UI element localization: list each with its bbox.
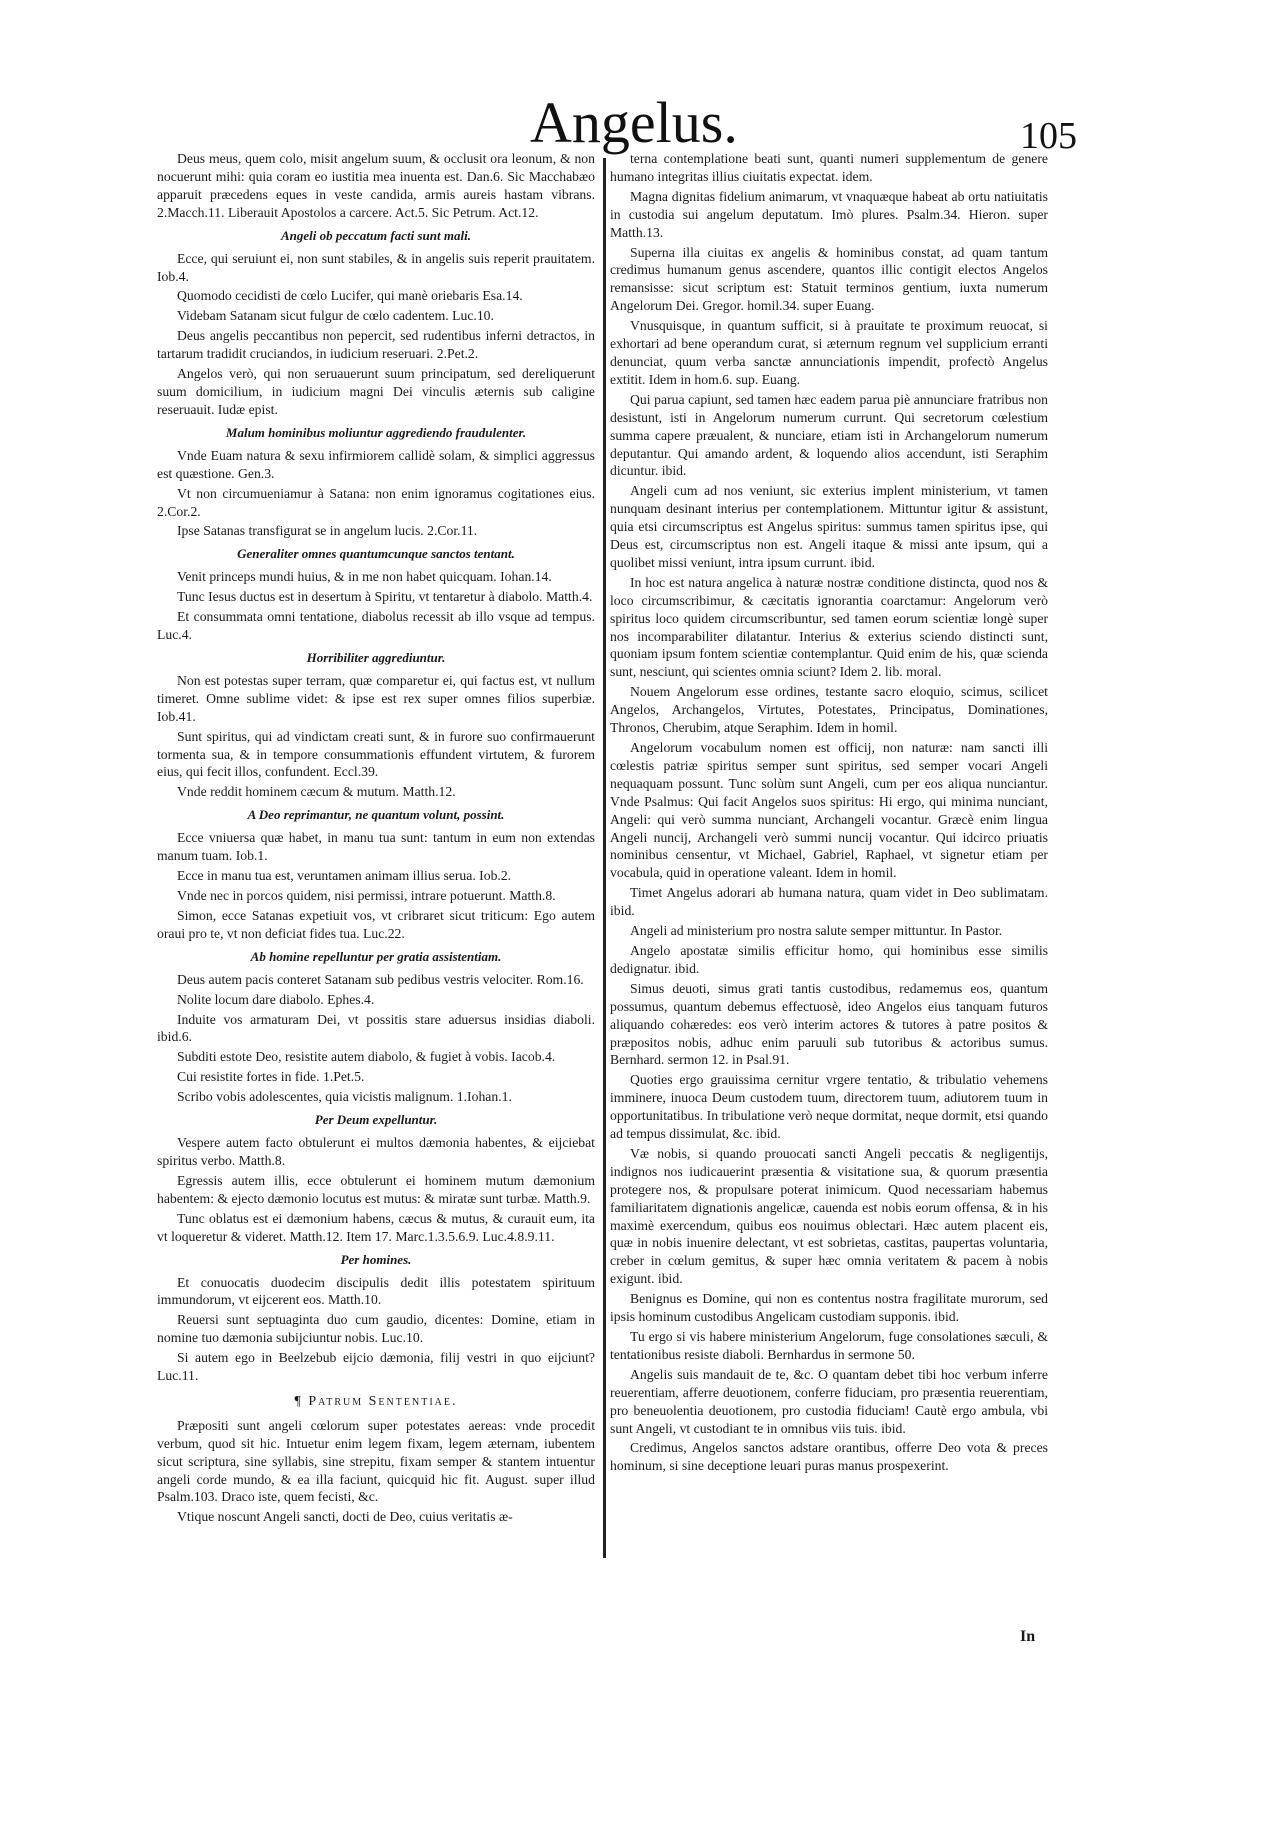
paragraph: Simus deuoti, simus grati tantis custodibus, redamemus eos, quantum possumus, quantum debemus effectuosè, ideo Angelos eius tanquam futuros aliquando cohæredes: eos verò interim actores & tutores à patre positos & præpositos nobis, adhuc enim paruuli sub tutoribus & actoribus sumus. Bernhard. sermon 12. in Psal.91. — [610, 980, 1048, 1068]
paragraph: Vtique noscunt Angeli sancti, docti de Deo, cuius veritatis æ- — [177, 1509, 513, 1525]
paragraph: Tu ergo si vis habere ministerium Angelorum, fuge consolationes sæculi, & tentationibus resiste diaboli. Bernhardus in sermone 50. — [610, 1329, 1048, 1362]
section-heading: Ab homine repelluntur per gratia assistentiam. — [250, 948, 502, 964]
paragraph: Superna illa ciuitas ex angelis & hominibus constat, ad quam tantum credimus humanum genus ascendere, quantos illic contigit electos Angelos remansisse: sicut scriptum est: Statuit terminos gentium, iuxta numerum Angelorum Dei. Gregor. homil.34. super Euang. — [610, 244, 1048, 314]
catchword: In — [1020, 1628, 1036, 1645]
paragraph: Vespere autem facto obtulerunt ei multos dæmonia habentes, & eijciebat spiritus verbo. Matth.8. — [157, 1135, 595, 1168]
section-heading: Generaliter omnes quantumcunque sanctos tentant. — [237, 546, 515, 562]
paragraph: Induite vos armaturam Dei, vt possitis stare aduersus insidias diaboli. ibid.6. — [157, 1011, 595, 1045]
paragraph: Timet Angelus adorari ab humana natura, quam videt in Deo sublimatam. ibid. — [610, 885, 1048, 919]
paragraph: Tunc oblatus est ei dæmonium habens, cæcus & mutus, & curauit eum, ita vt loqueretur & videret. Matth.12. Item 17. Marc.1.3.5.6.9. Luc.4.8.9.11. — [157, 1210, 595, 1244]
paragraph: Qui parua capiunt, sed tamen hæc eadem parua piè annunciare fratribus non desistunt, isti in Angelorum numerum currunt. Qui secretorum cœlestium summa capere præualent, & nunciare, etiam isti in Archangelorum numerum deputantur. Qui amando ardent, & loquendo alios accendunt, isti Seraphim dicuntur. ibid. — [610, 391, 1048, 479]
paragraph: Si autem ego in Beelzebub eijcio dæmonia, filij vestri in quo eijciunt? Luc.11. — [157, 1350, 595, 1384]
paragraph: Væ nobis, si quando prouocati sancti Angeli peccatis & negligentijs, indignos nos iudicauerint præsentia & visitatione sua, & quorum præsentia protegere nos, & propulsare poterat inimicum. Quod necessariam habemus familiaritatem dignationis angelicæ, cauenda est nobis eorum offensa, & in his maximè exercendum, quibus eos nouimus oblectari. Hæc autem placent eis, quæ in nobis inuenire delectant, vt est sobrietas, castitas, paupertas voluntaria, creber in cœlum gemitus, & super hæc omnia veritatem & pacem à nobis exigunt. ibid. — [610, 1145, 1048, 1287]
paragraph: Ipse Satanas transfigurat se in angelum lucis. 2.Cor.11. — [177, 523, 478, 539]
paragraph: Ecce, qui seruiunt ei, non sunt stabiles, & in angelis suis reperit prauitatem. Iob.4. — [157, 250, 595, 284]
section-title: ¶ Patrum Sententiae. — [294, 1393, 458, 1409]
paragraph: Ecce in manu tua est, veruntamen animam illius serua. Iob.2. — [177, 868, 512, 884]
paragraph: Non est potestas super terram, quæ comparetur ei, qui factus est, vt nullum timeret. Omne sublime videt: & ipse est rex super omnes filios superbiæ. Iob.41. — [157, 672, 595, 724]
column-divider — [603, 158, 606, 1558]
left-column — [157, 150, 595, 1528]
section-heading: Malum hominibus moliuntur aggrediendo fraudulenter. — [225, 424, 527, 440]
paragraph: Cui resistite fortes in fide. 1.Pet.5. — [177, 1069, 365, 1085]
section-heading: Angeli ob peccatum facti sunt mali. — [281, 227, 471, 243]
paragraph: terna contemplatione beati sunt, quanti numeri supplementum de genere humano integritas illius ciuitatis expectat. idem. — [610, 151, 1048, 184]
paragraph: Vnde reddit hominem cæcum & mutum. Matth.12. — [177, 784, 456, 800]
paragraph: Angeli cum ad nos veniunt, sic exterius implent ministerium, vt tamen nunquam desinant interius per contemplationem. Mittuntur igitur & assistunt, quia etsi circumscriptus est Angelus spiritus: summus tamen spiritus ipse, qui Deus est, circumscriptus non est. Angeli itaque & missi ante ipsum, qui a quolibet missi veniunt, intra ipsum currunt. ibid. — [610, 483, 1048, 570]
paragraph: Tunc Iesus ductus est in desertum à Spiritu, vt tentaretur à diabolo. Matth.4. — [177, 589, 593, 605]
section-heading: Per Deum expelluntur. — [314, 1112, 438, 1128]
paragraph: Nolite locum dare diabolo. Ephes.4. — [177, 991, 375, 1007]
paragraph: Quoties ergo grauissima cernitur vrgere tentatio, & tribulatio vehemens imminere, inuoca Deum custodem tuum, directorem tuum, adiutorem tuum in opportunitatibus. In tribulatione verò neque dormitat, neque dormit, etsi quando ad tempus dissimulat, &c. ibid. — [610, 1072, 1048, 1142]
paragraph: Angelos verò, qui non seruauerunt suum principatum, sed dereliquerunt suum domicilium, in iudicium magni Dei vinculis æternis sub caligine reseruauit. Iudæ epist. — [157, 366, 595, 417]
section-heading: Horribiliter aggrediuntur. — [306, 649, 446, 665]
paragraph: Simon, ecce Satanas expetiuit vos, vt cribraret sicut triticum: Ego autem oraui pro te, vt non deficiat fides tua. Luc.22. — [157, 907, 595, 941]
paragraph: Nouem Angelorum esse ordines, testante sacro eloquio, scimus, scilicet Angelos, Archangelos, Virtutes, Potestates, Principatus, Dominationes, Thronos, Cherubim, atque Seraphim. Idem in homil. — [610, 684, 1048, 736]
paragraph: Angelis suis mandauit de te, &c. O quantam debet tibi hoc verbum inferre reuerentiam, afferre deuotionem, conferre fiduciam, pro præsentia reuerentiam, pro beneuolentia deuotionem, pro custodia fiduciam! Cautè ergo ambula, vbi sunt Angeli, vt custodiant te in omnibus viis tuis. ibid. — [610, 1366, 1048, 1436]
paragraph: Ecce vniuersa quæ habet, in manu tua sunt: tantum in eum non extendas manum tuam. Iob.1. — [157, 830, 595, 864]
right-column — [610, 150, 1048, 1477]
paragraph: Deus angelis peccantibus non pepercit, sed rudentibus inferni detractos, in tartarum tradidit cruciandos, in iudicium reseruari. 2.Pet.2. — [157, 328, 595, 362]
paragraph: In hoc est natura angelica à naturæ nostræ conditione distincta, quod nos & loco circumscribimur, & cæcitatis ignorantia coarctamur: Angelorum verò spiritus loco quidem circumscribuntur, sed tamen eorum scientiæ longè super nos incomparabiliter dilatantur. Interius & exterius sciendo distincti sunt, quoniam ipsum fontem scientiæ contemplantur. Quid enim de his, quæ scienda sunt, nesciunt, qui scientes omnia sciunt? Idem 2. lib. moral. — [610, 574, 1048, 680]
paragraph: Angeli ad ministerium pro nostra salute semper mittuntur. In Pastor. — [630, 923, 1003, 939]
paragraph: Credimus, Angelos sanctos adstare orantibus, offerre Deo vota & preces hominum, si sine deceptione leuari puras manus prospexerint. — [610, 1440, 1048, 1474]
paragraph: Deus autem pacis conteret Satanam sub pedibus vestris velociter. Rom.16. — [177, 971, 584, 987]
section-heading: A Deo reprimantur, ne quantum volunt, possint. — [247, 807, 505, 823]
paragraph: Quomodo cecidisti de cœlo Lucifer, qui manè oriebaris Esa.14. — [177, 288, 523, 304]
section-heading: Per homines. — [340, 1251, 412, 1267]
paragraph: Angelorum vocabulum nomen est officij, non naturæ: nam sancti illi cœlestis patriæ spiritus semper sunt spiritus, sed semper vocari Angeli nequaquam possunt. Tunc solùm sunt Angeli, cum per eos aliqua nunciantur. Vnde Psalmus: Qui facit Angelos suos spiritus: Hi ergo, qui minima nunciant, Angeli: qui verò summa nunciant, Archangeli vocantur. Græcè enim lingua Angeli nuncij, Archangeli verò summi nuncij vocantur. Qui idcirco priuatis nominibus censentur, vt Michael, Gabriel, Raphael, vt signetur etiam per vocabula, quid in operatione valeant. Idem in homil. — [610, 740, 1048, 881]
paragraph: Egressis autem illis, ecce obtulerunt ei hominem mutum dæmonium habentem: & ejecto dæmonio locutus est mutus: & miratæ sunt turbæ. Matth.9. — [157, 1172, 595, 1206]
paragraph: Deus meus, quem colo, misit angelum suum, & occlusit ora leonum, & non nocuerunt mihi: quia coram eo iustitia mea inuenta est. Dan.6. Sic Macchabæo apparuit præcedens eques in veste candida, armis aureis hastam vibrans. 2.Macch.11. Liberauit Apostolos a carcere. Act.5. Sic Petrum. Act.12. — [157, 151, 595, 220]
paragraph: Et conuocatis duodecim discipulis dedit illis potestatem spirituum immundorum, vt eijcerent eos. Matth.10. — [157, 1274, 595, 1308]
paragraph: Vnde Euam natura & sexu infirmiorem callidè solam, & simplici aggressus est quæstione. Gen.3. — [157, 447, 595, 481]
paragraph: Præpositi sunt angeli cœlorum super potestates aereas: vnde procedit verbum, quod sit hic. Intuetur enim legem fixam, legem æternam, iubentem sicut scriptura, sine syllabis, sine strepitu, fixam semper & stantem intuentur angeli corde mundo, & ea illa faciunt, quicquid hic fit. August. super illud Psalm.103. Draco iste, quem fecisti, &c. — [157, 1417, 595, 1505]
paragraph: Vt non circumueniamur à Satana: non enim ignoramus cogitationes eius. 2.Cor.2. — [157, 485, 595, 519]
paragraph: Venit princeps mundi huius, & in me non habet quicquam. Iohan.14. — [177, 569, 552, 585]
paragraph: Videbam Satanam sicut fulgur de cœlo cadentem. Luc.10. — [177, 308, 494, 324]
page-number: 105 — [1020, 115, 1077, 157]
paragraph: Vnusquisque, in quantum sufficit, si à prauitate te proximum reuocat, si exhortari ad bene operandum curat, si æternum regnum vel supplicium erranti denunciat, quum verba sanctæ annunciationis impendit, profectò Angelus extitit. Idem in hom.6. sup. Euang. — [610, 318, 1048, 387]
paragraph: Reuersi sunt septuaginta duo cum gaudio, dicentes: Domine, etiam in nomine tuo dæmonia subijciuntur nobis. Luc.10. — [157, 1312, 595, 1346]
paragraph: Subditi estote Deo, resistite autem diabolo, & fugiet à vobis. Iacob.4. — [177, 1049, 556, 1065]
paragraph: Et consummata omni tentatione, diabolus recessit ab illo vsque ad tempus. Luc.4. — [157, 609, 595, 643]
paragraph: Vnde nec in porcos quidem, nisi permissi, intrare potuerunt. Matth.8. — [177, 888, 556, 903]
paragraph: Magna dignitas fidelium animarum, vt vnaquæque habeat ab ortu natiuitatis in custodia sui angelum deputatum. Imò plures. Psalm.34. Hieron. super Matth.13. — [610, 188, 1048, 240]
paragraph: Scribo vobis adolescentes, quia vicistis malignum. 1.Iohan.1. — [177, 1089, 512, 1105]
paragraph: Sunt spiritus, qui ad vindictam creati sunt, & in furore suo confirmauerunt tormenta sua, & in tempore consummationis effundent virtutem, & furorem eius, qui fecit illos, confundent. Eccl.39. — [157, 728, 595, 780]
paragraph: Angelo apostatæ similis efficitur homo, qui hominibus esse similis dedignatur. ibid. — [610, 942, 1048, 976]
paragraph: Benignus es Domine, qui non es contentus nostra fragilitate murorum, sed ipsis hominum custodibus Angelicam custodiam supponis. ibid. — [610, 1291, 1048, 1325]
running-head-title: Angelus. — [530, 90, 738, 155]
